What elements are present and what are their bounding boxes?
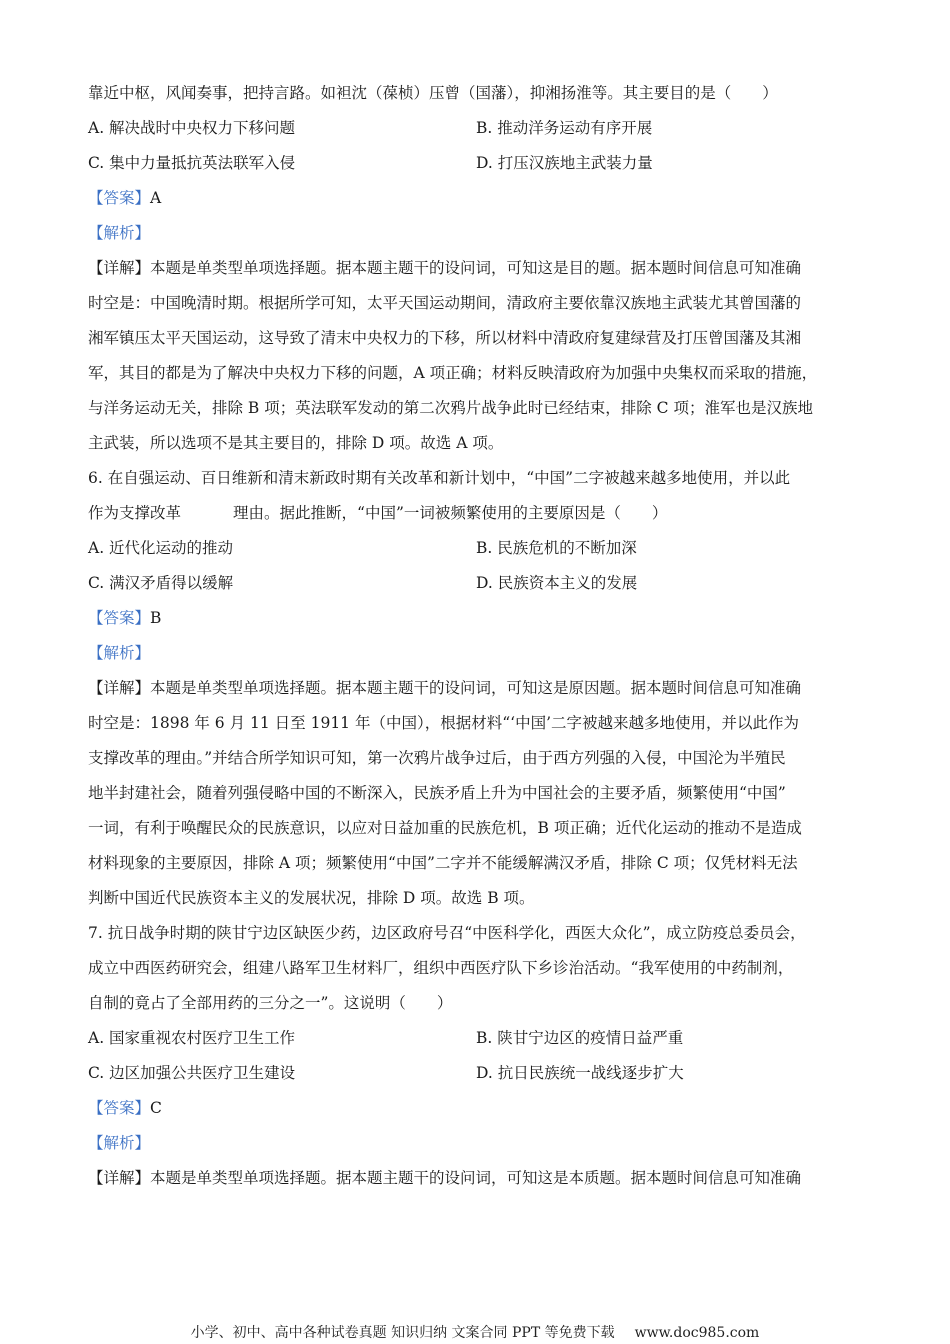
q6-options-row2 bbox=[88, 566, 878, 601]
q6-detail-line: 一词，有利于唤醒民众的民族意识，以应对日益加重的民族危机，B 项正确；近代化运动的推动不是造成 bbox=[88, 819, 802, 837]
analysis-tag: 【解析】 bbox=[88, 1134, 151, 1152]
q7-option-b[interactable]: B. 陕甘宁边区的疫情日益严重 bbox=[476, 1029, 684, 1047]
q5-detail-line bbox=[88, 251, 878, 286]
q5-options-row1 bbox=[88, 111, 878, 146]
document-page bbox=[88, 76, 878, 1196]
q6-detail-line: 支撑改革的理由。”并结合所学知识可知，第一次鸦片战争过后，由于西方列强的入侵，中国沦为半殖民 bbox=[88, 749, 786, 767]
q5-detail-line: 与洋务运动无关，排除 B 项；英法联军发动的第二次鸦片战争此时已经结束，排除 C 项；淮军也是汉族地 bbox=[88, 399, 813, 417]
q6-answer bbox=[88, 601, 878, 636]
analysis-tag: 【解析】 bbox=[88, 644, 151, 662]
q6-detail-line: 材料现象的主要原因，排除 A 项；频繁使用“中国”二字并不能缓解满汉矛盾，排除 C 项；仅凭材料无法 bbox=[88, 854, 798, 872]
detail-text: 本题是单类型单项选择题。据本题主题干的设问词，可知这是本质题。据本题时间信息可知准确 bbox=[150, 1169, 802, 1187]
q7-options-row2 bbox=[88, 1056, 878, 1091]
detail-tag: 【详解】 bbox=[88, 259, 151, 277]
q5-detail-line: 湘军镇压太平天国运动，这导致了清末中央权力的下移，所以材料中清政府复建绿营及打压曾国藩及其湘 bbox=[88, 329, 802, 347]
page-footer bbox=[0, 1322, 950, 1342]
q7-stem: 7. 抗日战争时期的陕甘宁边区缺医少药，边区政府号召“中医科学化，西医大众化”，成立防疫总委员会， bbox=[88, 924, 806, 942]
q7-options-row1 bbox=[88, 1021, 878, 1056]
q6-option-d[interactable]: D. 民族资本主义的发展 bbox=[476, 574, 638, 592]
q6-option-c[interactable]: C. 满汉矛盾得以缓解 bbox=[88, 574, 234, 592]
footer-link[interactable]: www.doc985.com bbox=[634, 1325, 760, 1341]
q7-detail-line bbox=[88, 1161, 878, 1196]
answer-value: B bbox=[150, 609, 162, 627]
q5-stem: 靠近中枢，风闻奏事，把持言路。如袒沈（葆桢）压曾（国藩），抑湘扬淮等。其主要目的是（ ） bbox=[88, 84, 778, 102]
q6-option-a[interactable]: A. 近代化运动的推动 bbox=[88, 539, 234, 557]
q6-stem-part: 作为支撑改革 bbox=[88, 504, 182, 522]
detail-text: 本题是单类型单项选择题。据本题主题干的设问词，可知这是目的题。据本题时间信息可知准确 bbox=[150, 259, 802, 277]
q6-options-row1 bbox=[88, 531, 878, 566]
q6-detail-line: 判断中国近代民族资本主义的发展状况，排除 D 项。故选 B 项。 bbox=[88, 889, 535, 907]
detail-tag: 【详解】 bbox=[88, 1169, 151, 1187]
q6-detail-line: 时空是：1898 年 6 月 11 日至 1911 年（中国），根据材料“‘中国’二字被越来越多地使用，并以此作为 bbox=[88, 714, 799, 732]
answer-value: A bbox=[150, 189, 162, 207]
q5-option-c[interactable]: C. 集中力量抵抗英法联军入侵 bbox=[88, 154, 296, 172]
q7-stem: 自制的竟占了全部用药的三分之一”。这说明（ ） bbox=[88, 994, 453, 1012]
q5-detail-line: 时空是：中国晚清时期。根据所学可知，太平天国运动期间，清政府主要依靠汉族地主武装尤其曾国藩的 bbox=[88, 294, 802, 312]
q6-detail-line bbox=[88, 671, 878, 706]
q5-detail-line: 军，其目的都是为了解决中央权力下移的问题，A 项正确；材料反映清政府为加强中央集权而采取的措施， bbox=[88, 364, 818, 382]
q7-option-c[interactable]: C. 边区加强公共医疗卫生建设 bbox=[88, 1064, 296, 1082]
analysis-tag: 【解析】 bbox=[88, 224, 151, 242]
q5-detail-line: 主武装，所以选项不是其主要目的，排除 D 项。故选 A 项。 bbox=[88, 434, 504, 452]
answer-tag: 【答案】 bbox=[88, 189, 151, 207]
detail-tag: 【详解】 bbox=[88, 679, 151, 697]
q7-option-a[interactable]: A. 国家重视农村医疗卫生工作 bbox=[88, 1029, 296, 1047]
q5-option-d[interactable]: D. 打压汉族地主武装力量 bbox=[476, 154, 653, 172]
q5-option-b[interactable]: B. 推动洋务运动有序开展 bbox=[476, 119, 653, 137]
answer-tag: 【答案】 bbox=[88, 1099, 151, 1117]
q5-answer bbox=[88, 181, 878, 216]
q6-stem-part: 理由。据此推断，“中国”一词被频繁使用的主要原因是（ ） bbox=[233, 504, 668, 522]
q7-stem: 成立中西医药研究会，组建八路军卫生材料厂，组织中西医疗队下乡诊治活动。“我军使用的中药制剂， bbox=[88, 959, 794, 977]
footer-text: 小学、初中、高中各种试卷真题 知识归纳 文案合同 PPT 等免费下载 bbox=[190, 1325, 615, 1341]
q6-stem bbox=[88, 496, 878, 531]
q7-option-d[interactable]: D. 抗日民族统一战线逐步扩大 bbox=[476, 1064, 684, 1082]
q5-option-a[interactable]: A. 解决战时中央权力下移问题 bbox=[88, 119, 296, 137]
q7-analysis bbox=[88, 1126, 878, 1161]
answer-tag: 【答案】 bbox=[88, 609, 151, 627]
q5-analysis bbox=[88, 216, 878, 251]
q6-option-b[interactable]: B. 民族危机的不断加深 bbox=[476, 539, 637, 557]
q6-detail-line: 地半封建社会，随着列强侵略中国的不断深入，民族矛盾上升为中国社会的主要矛盾，频繁使用“中国” bbox=[88, 784, 786, 802]
q7-answer bbox=[88, 1091, 878, 1126]
q6-analysis bbox=[88, 636, 878, 671]
q5-options-row2 bbox=[88, 146, 878, 181]
detail-text: 本题是单类型单项选择题。据本题主题干的设问词，可知这是原因题。据本题时间信息可知准确 bbox=[150, 679, 802, 697]
answer-value: C bbox=[150, 1099, 162, 1117]
q6-stem: 6. 在自强运动、百日维新和清末新政时期有关改革和新计划中，“中国”二字被越来越多地使用，并以此 bbox=[88, 469, 791, 487]
